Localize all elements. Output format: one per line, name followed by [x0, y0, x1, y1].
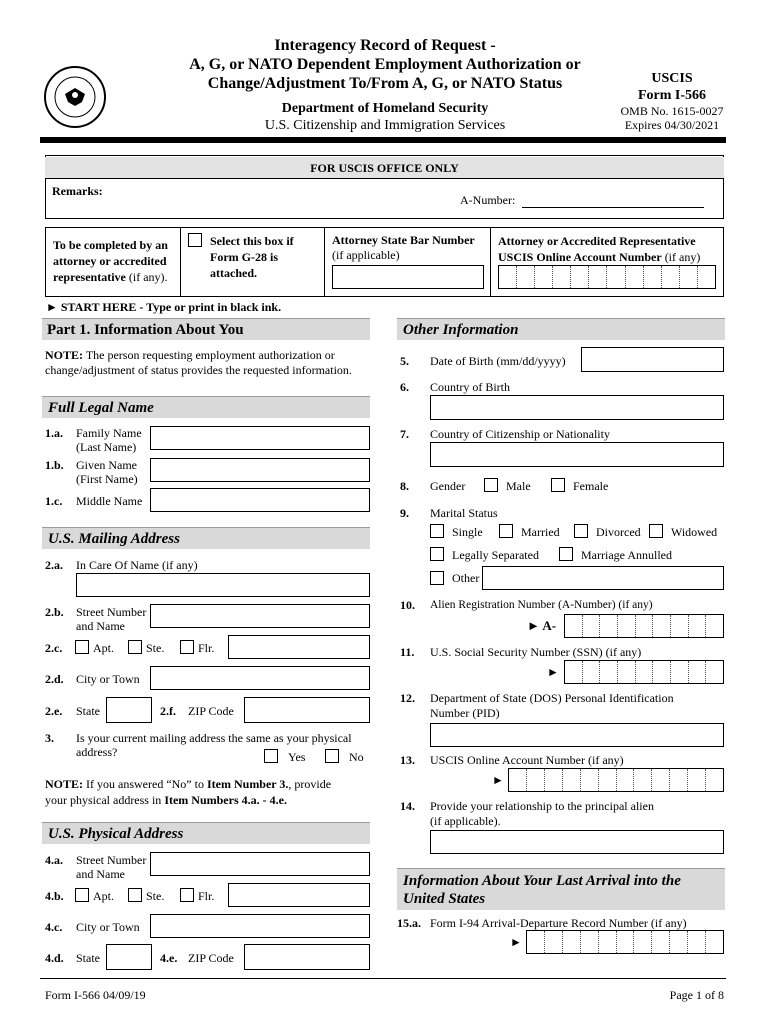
marital-other-label: Other — [452, 571, 480, 585]
birth-country-label: Country of Birth — [430, 380, 510, 394]
field-5-number: 5. — [400, 354, 409, 368]
relationship-sub: (if applicable). — [430, 814, 501, 828]
online-account-input[interactable] — [508, 768, 724, 792]
dob-input[interactable] — [581, 347, 724, 372]
attorney-completed-by: To be completed by an attorney or accredited representative — [53, 238, 168, 284]
title-line-1: Interagency Record of Request - — [274, 37, 496, 54]
office-use-title: FOR USCIS OFFICE ONLY — [45, 157, 724, 179]
field-1c-number: 1.c. — [45, 494, 63, 508]
note2-b: Item Number 3. — [206, 777, 289, 791]
form-number: Form I-566 — [637, 88, 707, 103]
physical-flr-checkbox[interactable] — [180, 888, 194, 902]
attorney-if-any: (if any). — [128, 270, 168, 284]
given-name-label: Given Name — [76, 458, 137, 472]
family-name-input[interactable] — [150, 426, 370, 450]
field-12-number: 12. — [400, 691, 415, 705]
physical-street-sub: and Name — [76, 867, 125, 881]
dhs-seal — [44, 66, 106, 128]
footer-form-id: Form I-566 04/09/19 — [45, 988, 146, 1002]
marital-single-checkbox[interactable] — [430, 524, 444, 538]
seal-icon — [46, 68, 104, 126]
dos-pid-input[interactable] — [430, 723, 724, 747]
gender-male-checkbox[interactable] — [484, 478, 498, 492]
ssn-arrow-icon: ► — [547, 665, 559, 679]
field-13-number: 13. — [400, 753, 415, 767]
same-address-no-label: No — [349, 750, 364, 764]
marital-divorced-label: Divorced — [596, 525, 641, 539]
given-name-sub: (First Name) — [76, 472, 138, 486]
bar-number-sub: (if applicable) — [332, 248, 400, 262]
note2-a: If you answered “No” to — [86, 777, 204, 791]
field-9-number: 9. — [400, 506, 409, 520]
start-here: ► START HERE - Type or print in black ink. — [46, 300, 282, 314]
field-7-number: 7. — [400, 427, 409, 441]
header-rule — [40, 137, 726, 143]
physical-zip-label: ZIP Code — [188, 951, 234, 965]
same-address-yes-label: Yes — [288, 750, 306, 764]
department-name: Department of Homeland Security — [281, 101, 489, 116]
g28-label-1: Select this box if — [210, 234, 294, 248]
marital-other-input[interactable] — [482, 566, 724, 590]
arrival-title-2: United States — [403, 891, 486, 907]
a-number-prefix: ► A- — [527, 618, 557, 633]
acct-sub: (if any) — [664, 250, 701, 264]
g28-label-2: Form G-28 is — [210, 250, 278, 264]
marital-married-label: Married — [521, 525, 560, 539]
field-1a-number: 1.a. — [45, 426, 63, 440]
a-number-line — [522, 207, 704, 208]
physical-city-label: City or Town — [76, 920, 140, 934]
dos-pid-sub: Number (PID) — [430, 706, 500, 720]
online-account-arrow-icon: ► — [492, 773, 504, 787]
middle-name-input[interactable] — [150, 488, 370, 512]
marital-annulled-label: Marriage Annulled — [581, 548, 672, 562]
marital-married-checkbox[interactable] — [499, 524, 513, 538]
citizenship-label: Country of Citizenship or Nationality — [430, 427, 610, 441]
care-of-input[interactable] — [76, 573, 370, 597]
field-3-number: 3. — [45, 731, 54, 745]
birth-country-input[interactable] — [430, 395, 724, 420]
bar-number-title: Attorney State Bar Number — [332, 233, 475, 247]
g28-checkbox[interactable] — [188, 233, 202, 247]
part1-title: Part 1. Information About You — [47, 322, 244, 338]
gender-male-label: Male — [506, 479, 531, 493]
note-label: NOTE: — [45, 348, 84, 362]
mailing-city-input[interactable] — [150, 666, 370, 690]
ssn-input[interactable] — [564, 660, 724, 684]
marital-single-label: Single — [452, 525, 483, 539]
field-2a-number: 2.a. — [45, 558, 63, 572]
note-text: The person requesting employment authorization or change/adjustment of status provides the requested information. — [45, 348, 352, 377]
i94-label: Form I-94 Arrival-Departure Record Number (if any) — [430, 916, 687, 930]
marital-annulled-checkbox[interactable] — [559, 547, 573, 561]
arrival-header — [397, 868, 725, 910]
field-2b-number: 2.b. — [45, 605, 64, 619]
omb-number: OMB No. 1615-0027 — [620, 104, 724, 118]
street-label: Street Number — [76, 605, 147, 619]
mailing-zip-input[interactable] — [244, 697, 370, 723]
mailing-apt-label: Apt. — [93, 641, 114, 655]
same-address-label: Is your current mailing address the same as your physical — [76, 731, 352, 745]
field-10-number: 10. — [400, 598, 415, 612]
marital-separated-label: Legally Separated — [452, 548, 539, 562]
arrival-title-1: Information About Your Last Arrival into the — [403, 873, 681, 889]
mailing-unit-input[interactable] — [228, 635, 370, 659]
mailing-state-input[interactable] — [106, 697, 152, 723]
i94-arrow-icon: ► — [510, 935, 522, 949]
field-4c-number: 4.c. — [45, 920, 63, 934]
note2-label: NOTE: — [45, 777, 84, 791]
field-2c-number: 2.c. — [45, 641, 63, 655]
physical-ste-label: Ste. — [146, 889, 165, 903]
agency-name: U.S. Citizenship and Immigration Services — [264, 118, 506, 133]
other-info-header: Other Information — [397, 318, 725, 340]
note2-d: your physical address in — [45, 793, 162, 807]
field-11-number: 11. — [400, 645, 415, 659]
field-2e-number: 2.e. — [45, 704, 63, 718]
part1-header — [42, 318, 370, 340]
physical-street-input[interactable] — [150, 852, 370, 876]
marital-divorced-checkbox[interactable] — [574, 524, 588, 538]
i94-input[interactable] — [526, 930, 724, 954]
mailing-state-label: State — [76, 704, 100, 718]
marital-widowed-checkbox[interactable] — [649, 524, 663, 538]
physical-state-label: State — [76, 951, 100, 965]
mailing-ste-label: Ste. — [146, 641, 165, 655]
field-4d-number: 4.d. — [45, 951, 64, 965]
field-14-number: 14. — [400, 799, 415, 813]
field-6-number: 6. — [400, 380, 409, 394]
physical-unit-input[interactable] — [228, 883, 370, 907]
marital-status-label: Marital Status — [430, 506, 498, 520]
field-15a-number: 15.a. — [397, 916, 421, 930]
care-of-label: In Care Of Name (if any) — [76, 558, 198, 572]
note2-e: Item Numbers 4.a. - 4.e. — [164, 793, 287, 807]
mailing-ste-checkbox[interactable] — [128, 640, 142, 654]
acct-title-2: USCIS Online Account Number — [498, 250, 662, 264]
online-account-label: USCIS Online Account Number (if any) — [430, 753, 624, 767]
same-address-yes-checkbox[interactable] — [264, 749, 278, 763]
marital-widowed-label: Widowed — [671, 525, 718, 539]
acct-title-1: Attorney or Accredited Representative — [498, 234, 696, 248]
gender-female-label: Female — [573, 479, 609, 493]
gender-female-checkbox[interactable] — [551, 478, 565, 492]
marital-other-checkbox[interactable] — [430, 571, 444, 585]
physical-ste-checkbox[interactable] — [128, 888, 142, 902]
field-2f-number: 2.f. — [160, 704, 176, 718]
street-sub: and Name — [76, 619, 125, 633]
physical-city-input[interactable] — [150, 914, 370, 938]
dob-label: Date of Birth (mm/dd/yyyy) — [430, 354, 566, 368]
mailing-street-input[interactable] — [150, 604, 370, 628]
field-4e-number: 4.e. — [160, 951, 178, 965]
a-number-input[interactable] — [564, 614, 724, 638]
field-1b-number: 1.b. — [45, 458, 64, 472]
relationship-label: Provide your relationship to the principal alien — [430, 799, 654, 813]
footer-page-number: Page 1 of 8 — [669, 988, 724, 1002]
expiration-date: Expires 04/30/2021 — [624, 118, 720, 132]
dos-pid-label: Department of State (DOS) Personal Identification — [430, 691, 674, 705]
given-name-input[interactable] — [150, 458, 370, 482]
remarks-label: Remarks: — [52, 184, 103, 198]
field-2d-number: 2.d. — [45, 672, 64, 686]
ssn-label: U.S. Social Security Number (SSN) (if any) — [430, 645, 642, 659]
g28-label-3: attached. — [210, 266, 257, 280]
physical-apt-checkbox[interactable] — [75, 888, 89, 902]
mailing-apt-checkbox[interactable] — [75, 640, 89, 654]
bar-number-input[interactable] — [332, 265, 484, 289]
mailing-flr-label: Flr. — [198, 641, 215, 655]
mailing-city-label: City or Town — [76, 672, 140, 686]
mailing-address-header: U.S. Mailing Address — [42, 527, 370, 549]
middle-name-label: Middle Name — [76, 494, 143, 508]
full-legal-name-header: Full Legal Name — [42, 396, 370, 418]
a-number-label: A-Number: — [460, 193, 516, 207]
physical-flr-label: Flr. — [198, 889, 215, 903]
mailing-flr-checkbox[interactable] — [180, 640, 194, 654]
mailing-zip-label: ZIP Code — [188, 704, 234, 718]
field-8-number: 8. — [400, 479, 409, 493]
field-4b-number: 4.b. — [45, 889, 64, 903]
field-4a-number: 4.a. — [45, 853, 63, 867]
attorney-account-input[interactable] — [498, 265, 716, 289]
physical-street-label: Street Number — [76, 853, 147, 867]
same-address-sub: address? — [76, 745, 118, 759]
physical-zip-input[interactable] — [244, 944, 370, 970]
citizenship-input[interactable] — [430, 442, 724, 467]
relationship-input[interactable] — [430, 830, 724, 854]
family-name-sub: (Last Name) — [76, 440, 137, 454]
title-line-3: Change/Adjustment To/From A, G, or NATO Status — [207, 75, 563, 92]
title-line-2: A, G, or NATO Dependent Employment Authorization or — [189, 56, 581, 73]
form-agency: USCIS — [651, 71, 693, 86]
note2-c: , provide — [288, 777, 332, 791]
same-address-no-checkbox[interactable] — [325, 749, 339, 763]
physical-apt-label: Apt. — [93, 889, 114, 903]
marital-separated-checkbox[interactable] — [430, 547, 444, 561]
a-number-field-label: Alien Registration Number (A-Number) (if any) — [430, 599, 653, 611]
physical-address-header: U.S. Physical Address — [42, 822, 370, 844]
physical-state-input[interactable] — [106, 944, 152, 970]
gender-label: Gender — [430, 479, 466, 493]
footer-rule — [40, 978, 726, 979]
family-name-label: Family Name — [76, 426, 142, 440]
